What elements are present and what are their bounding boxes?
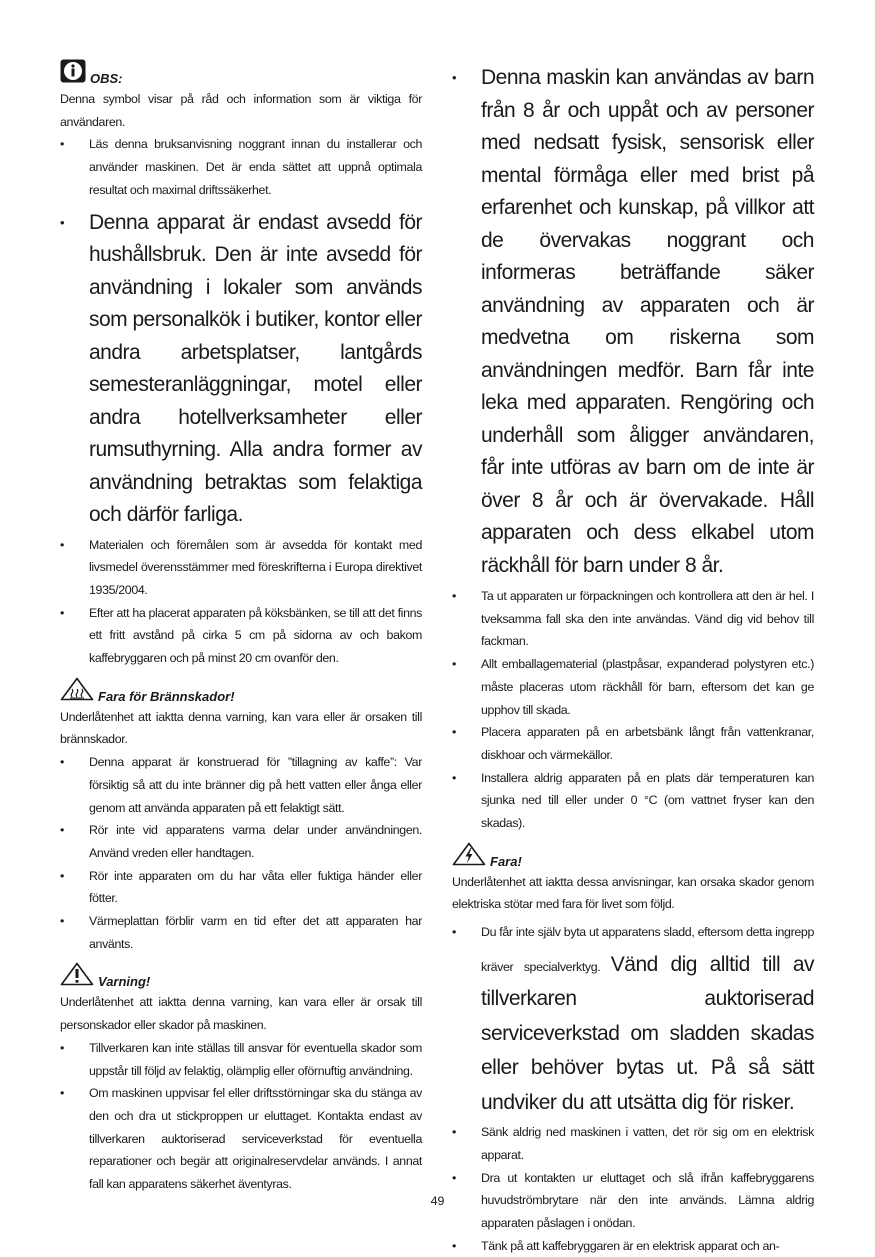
list-item: • Rör inte vid apparatens varma delar under användningen. Använd vreden eller handtagen. [60, 819, 422, 864]
burn-list [60, 751, 422, 955]
list-item: • Efter att ha placerat apparaten på köksbänken, se till att det finns ett fritt avstånd på cirka 5 cm på sidorna av och bakom kaffebryggaren och på minst 20 cm ovanför den. [60, 602, 422, 670]
list-item: • Materialen och föremålen som är avsedda för kontakt med livsmedel överensstämmer med föreskrifterna i Europa direktivet 1935/2004. [60, 534, 422, 602]
exclamation-warning-icon [60, 962, 94, 991]
list-item: • Denna apparat är konstruerad för ”tillagning av kaffe”: Var försiktig så att du inte bränner dig på hett vatten eller ånga eller genom att använda apparaten på ett felaktigt sätt. [60, 751, 422, 819]
warning-intro: Underlåtenhet att iaktta denna varning, kan vara eller är orsak till personskador eller skador på maskinen. [60, 995, 422, 1033]
danger-intro: Underlåtenhet att iaktta dessa anvisningar, kan orsaka skador genom elektriska stötar med fara för livet som följd. [452, 874, 814, 912]
list-item: • Installera aldrig apparaten på en plats där temperaturen kan sjunka ned till eller under 0 °C (om vattnet fryser kan den skadas). [452, 767, 814, 835]
obs-list [60, 133, 422, 669]
warning-list [60, 1037, 422, 1196]
cord-replacement-note: Du får inte själv byta ut apparatens sladd, eftersom detta ingrepp kräver specialverktyg. [481, 925, 814, 974]
right-column [452, 62, 814, 1257]
obs-title: OBS: [90, 71, 123, 86]
electric-shock-warning-icon [452, 842, 486, 871]
list-item: • Läs denna bruksanvisning noggrant innan du installerar och använder maskinen. Det är enda sättet att uppnå optimala resultat och maximal driftssäkerhet. [60, 133, 422, 201]
list-item: • Tillverkaren kan inte ställas till ansvar för eventuella skador som uppstår till följd av felaktig, olämplig eller oförnuftig användning. [60, 1037, 422, 1082]
left-column [60, 62, 422, 1196]
page-number: 49 [430, 1194, 445, 1208]
burn-heading [60, 680, 422, 706]
hot-surface-warning-icon [60, 677, 94, 706]
list-item: • Denna apparat är endast avsedd för hushållsbruk. Den är inte avsedd för användning i lokaler som används som personalkök i butiker, kontor eller andra arbetsplatser, lantgårds semesteranläggningar, motel eller andra hotellverksamheter eller rumsuthyrning. Alla andra former av användning betraktas som felaktiga och därför farliga. [60, 207, 422, 532]
danger-heading [452, 845, 814, 871]
info-icon [60, 59, 86, 88]
list-item: • Allt emballagematerial (plastpåsar, expanderad polystyren etc.) måste placeras utom räckhåll för barn, eftersom det kan ge upphov till skada. [452, 653, 814, 721]
children-list [452, 62, 814, 835]
list-item: • Rör inte apparaten om du har våta eller fuktiga händer eller fötter. [60, 865, 422, 910]
list-item: • Denna maskin kan användas av barn från 8 år och uppåt och av personer med nedsatt fysisk, sensorisk eller mental förmåga eller med brist på erfarenhet och kunskap, på villkor att de övervakas noggrant och informeras beträffande säker användning av apparaten och är medvetna om riskerna som användningen medför. Barn får inte leka med apparaten. Rengöring och underhåll som åligger användaren, får inte utföras av barn om de inte är över 8 år och är övervakade. Håll apparaten och dess elkabel utom räckhåll för barn under 8 år. [452, 62, 814, 582]
list-item [452, 916, 814, 1121]
list-item: • Värmeplattan förblir varm en tid efter det att apparaten har använts. [60, 910, 422, 955]
burn-intro: Underlåtenhet att iaktta denna varning, kan vara eller är orsaken till brännskador. [60, 709, 422, 747]
burn-title: Fara för Brännskador! [98, 688, 235, 704]
list-item: • Om maskinen uppvisar fel eller driftsstörningar ska du stänga av den och dra ut stickproppen ur eluttaget. Kontakta endast av tillverkaren auktoriserad serviceverkstad för eventuella reparationer och begär att originalreservdelar används. I annat fall kan apparatens säkerhet äventyras. [60, 1082, 422, 1196]
warning-heading [60, 965, 422, 991]
obs-heading [60, 62, 422, 88]
danger-title: Fara! [490, 853, 522, 869]
list-item: • Tänk på att kaffebryggaren är en elektrisk apparat och an- [452, 1235, 814, 1257]
list-item: • Sänk aldrig ned maskinen i vatten, det rör sig om en elektrisk apparat. [452, 1121, 814, 1166]
cord-replacement-instruction: Vänd dig alltid till av tillverkaren auktoriserad serviceverkstad om sladden skadas eller behöver bytas ut. På så sätt undviker du att utsätta dig för risker. [481, 952, 815, 1114]
obs-intro: Denna symbol visar på råd och information som är viktiga för användaren. [60, 92, 422, 129]
list-item: • Placera apparaten på en arbetsbänk långt från vattenkranar, diskhoar och värmekällor. [452, 721, 814, 766]
list-item: • Ta ut apparaten ur förpackningen och kontrollera att den är hel. I tveksamma fall ska den inte användas. Vänd dig vid behov till fackman. [452, 585, 814, 653]
list-item: • Dra ut kontakten ur eluttaget och slå ifrån kaffebryggarens huvudströmbrytare när den inte används. Lämna aldrig apparaten påslagen i onödan. [452, 1167, 814, 1235]
warning-title: Varning! [98, 974, 151, 990]
